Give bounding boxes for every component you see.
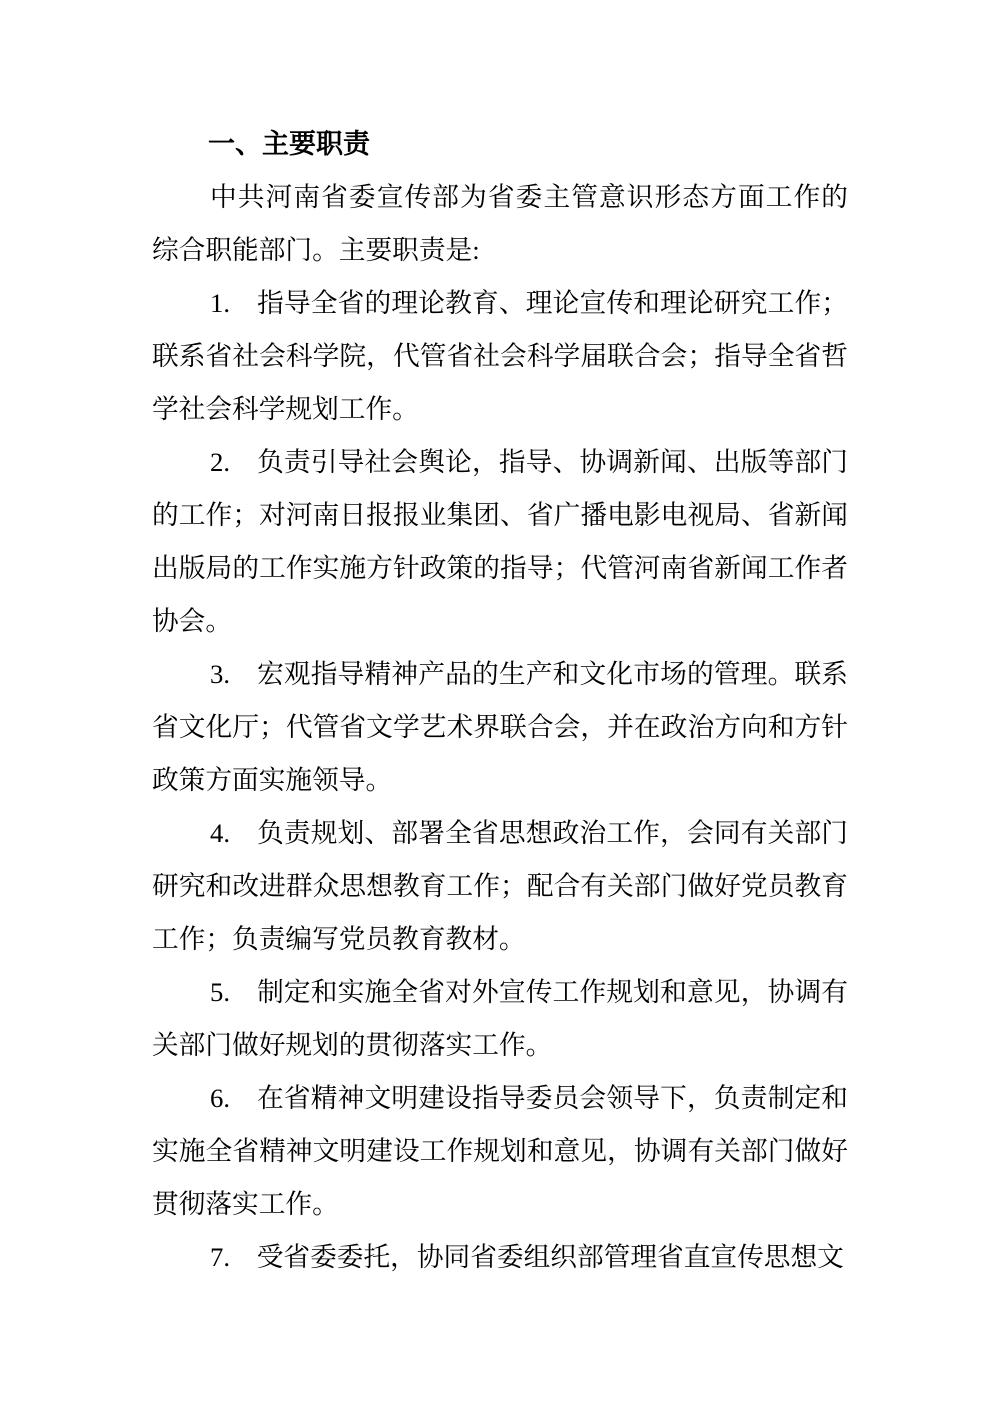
duty-list xyxy=(152,277,848,1284)
duty-item: 3. 宏观指导精神产品的生产和文化市场的管理。联系省文化厅；代管省文学艺术界联合会，并在政治方向和方针政策方面实施领导。 xyxy=(152,659,848,795)
duty-item: 2. 负责引导社会舆论，指导、协调新闻、出版等部门的工作；对河南日报报业集团、省广播电影电视局、省新闻出版局的工作实施方针政策的指导；代管河南省新闻工作者协会。 xyxy=(152,447,848,636)
intro-paragraph: 中共河南省委宣传部为省委主管意识形态方面工作的综合职能部门。主要职责是: xyxy=(152,182,848,265)
duty-item: 6. 在省精神文明建设指导委员会领导下，负责制定和实施全省精神文明建设工作规划和意见，协调有关部门做好贯彻落实工作。 xyxy=(152,1083,848,1219)
duty-item: 4. 负责规划、部署全省思想政治工作，会同有关部门研究和改进群众思想教育工作；配合有关部门做好党员教育工作；负责编写党员教育教材。 xyxy=(152,818,848,954)
duty-item: 5. 制定和实施全省对外宣传工作规划和意见，协调有关部门做好规划的贯彻落实工作。 xyxy=(152,977,848,1060)
duty-item: 1. 指导全省的理论教育、理论宣传和理论研究工作；联系省社会科学院，代管省社会科学届联合会；指导全省哲学社会科学规划工作。 xyxy=(152,288,848,424)
duty-item: 7. 受省委委托，协同省委组织部管理省直宣传思想文 xyxy=(210,1242,844,1272)
section-heading: 一、主要职责 xyxy=(208,129,370,159)
